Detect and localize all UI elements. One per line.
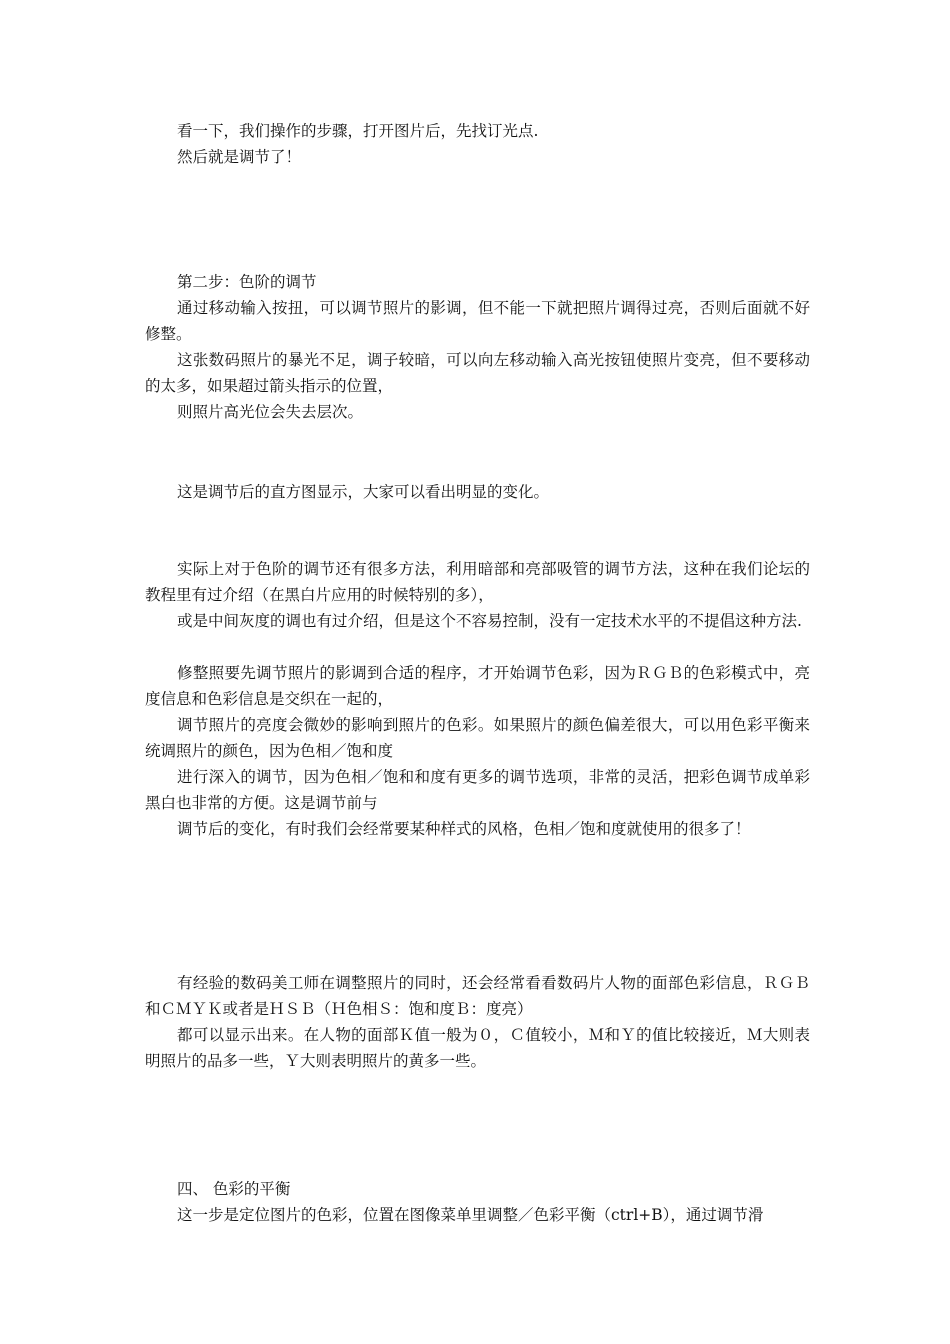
paragraph-histogram: 这是调节后的直方图显示，大家可以看出明显的变化。 xyxy=(177,483,550,501)
paragraph-tone-first: 修整照要先调节照片的影调到合适的程序，才开始调节色彩，因为ＲＧＢ的色彩模式中，亮度信息和色彩信息是交织在一起的， xyxy=(145,664,810,708)
paragraph-underexposed: 这张数码照片的暴光不足，调子较暗，可以向左移动输入高光按钮使照片变亮，但不要移动的太多，如果超过箭头指示的位置， xyxy=(145,351,810,395)
paragraph-midtone: 或是中间灰度的调也有过介绍，但是这个不容易控制，没有一定技术水平的不提倡这种方法. xyxy=(177,612,802,630)
paragraph-brightness-color: 调节照片的亮度会微妙的影响到照片的色彩。如果照片的颜色偏差很大，可以用色彩平衡来统调照片的颜色，因为色相／饱和度 xyxy=(145,716,810,760)
section-heading-color-balance: 四、 色彩的平衡 xyxy=(177,1180,291,1198)
paragraph-after-change: 调节后的变化，有时我们会经常要某种样式的风格，色相／饱和度就使用的很多了！ xyxy=(177,820,751,838)
paragraph-face-color-info: 有经验的数码美工师在调整照片的同时，还会经常看看数码片人物的面部色彩信息，ＲＧＢ和ＣＭＹＫ或者是ＨＳＢ（Ｈ色相Ｓ：饱和度Ｂ：度亮） xyxy=(145,974,810,1018)
paragraph-then-adjust: 然后就是调节了！ xyxy=(177,148,302,166)
paragraph-highlight-loss: 则照片高光位会失去层次。 xyxy=(177,403,364,421)
paragraph-color-balance: 这一步是定位图片的色彩，位置在图像菜单里调整／色彩平衡（ctrl+B），通过调节滑 xyxy=(177,1206,764,1224)
paragraph-k-value: 都可以显示出来。在人物的面部Ｋ值一般为０，Ｃ值较小，Ｍ和Ｙ的值比较接近，Ｍ大则表明照片的品多一些，Ｙ大则表明照片的黄多一些。 xyxy=(145,1026,810,1070)
section-heading-levels: 第二步：色阶的调节 xyxy=(177,273,317,291)
paragraph-hue-saturation: 进行深入的调节，因为色相／饱和和度有更多的调节选项，非常的灵活，把彩色调节成单彩黑白也非常的方便。这是调节前与 xyxy=(145,768,810,812)
paragraph-levels-methods: 实际上对于色阶的调节还有很多方法，利用暗部和亮部吸管的调节方法，这种在我们论坛的教程里有过介绍（在黑白片应用的时候特别的多）， xyxy=(145,560,810,604)
paragraph-move-input: 通过移动输入按扭，可以调节照片的影调，但不能一下就把照片调得过亮，否则后面就不好修整。 xyxy=(145,299,810,343)
paragraph-steps-intro: 看一下，我们操作的步骤，打开图片后，先找订光点. xyxy=(177,122,539,140)
